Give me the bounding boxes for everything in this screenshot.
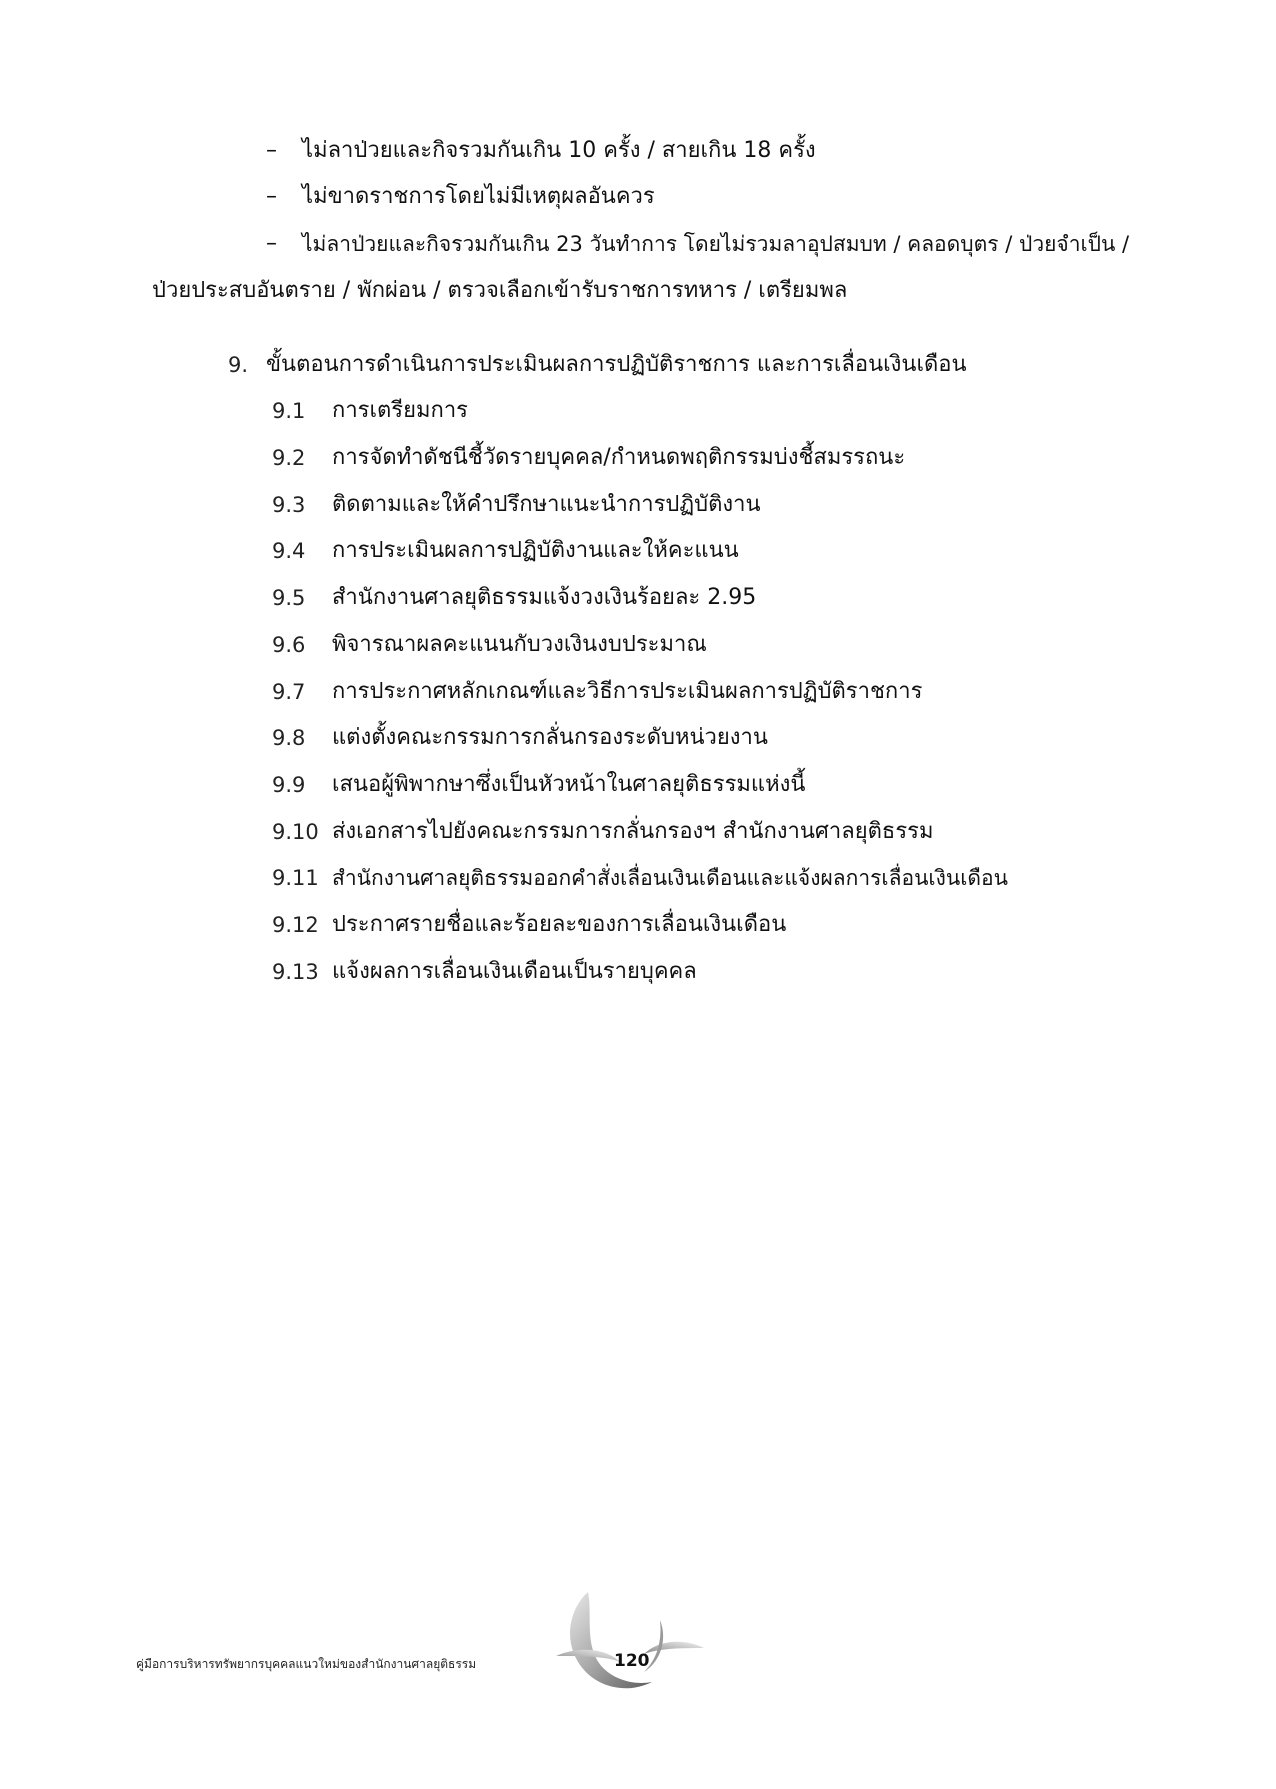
step-text: เสนอผู้พิพากษาซึ่งเป็นหัวหน้าในศาลยุติธรรมแห่งนี้ bbox=[332, 772, 806, 797]
step-number: 9.5 bbox=[272, 586, 306, 610]
step-text: แจ้งผลการเลื่อนเงินเดือนเป็นรายบุคคล bbox=[332, 959, 697, 984]
step-number: 9.12 bbox=[272, 913, 319, 937]
step-text: การเตรียมการ bbox=[332, 398, 468, 423]
step-number: 9.10 bbox=[272, 820, 319, 844]
section-number: 9. bbox=[228, 353, 249, 377]
step-number: 9.2 bbox=[272, 446, 306, 470]
step-number: 9.11 bbox=[272, 866, 319, 890]
bullet-text: ไม่ลาป่วยและกิจรวมกันเกิน 23 วันทำการ โดยไม่รวมลาอุปสมบท / คลอดบุตร / ป่วยจำเป็น / bbox=[302, 232, 1130, 256]
step-text: ติดตามและให้คำปรึกษาแนะนำการปฏิบัติงาน bbox=[332, 492, 761, 517]
section-title: ขั้นตอนการดำเนินการประเมินผลการปฏิบัติราชการ และการเลื่อนเงินเดือน bbox=[266, 352, 967, 377]
step-text: ประกาศรายชื่อและร้อยละของการเลื่อนเงินเดือน bbox=[332, 912, 787, 937]
step-number: 9.6 bbox=[272, 633, 306, 657]
bullet-dash: – bbox=[266, 231, 277, 256]
swirl-logo-icon bbox=[548, 1590, 706, 1700]
page-number: 120 bbox=[614, 1651, 650, 1671]
step-number: 9.4 bbox=[272, 539, 306, 563]
step-number: 9.13 bbox=[272, 960, 319, 984]
step-text: การประเมินผลการปฏิบัติงานและให้คะแนน bbox=[332, 538, 739, 563]
bullet-dash: – bbox=[266, 138, 277, 163]
step-number: 9.8 bbox=[272, 726, 306, 750]
step-text: ส่งเอกสารไปยังคณะกรรมการกลั่นกรองฯ สำนักงานศาลยุติธรรม bbox=[332, 819, 934, 844]
step-text: สำนักงานศาลยุติธรรมแจ้งวงเงินร้อยละ 2.95 bbox=[332, 585, 757, 610]
step-text: การประกาศหลักเกณฑ์และวิธีการประเมินผลการปฏิบัติราชการ bbox=[332, 679, 923, 704]
step-text: แต่งตั้งคณะกรรมการกลั่นกรองระดับหน่วยงาน bbox=[332, 725, 768, 750]
step-text: สำนักงานศาลยุติธรรมออกคำสั่งเลื่อนเงินเดือนและแจ้งผลการเลื่อนเงินเดือน bbox=[332, 866, 1008, 890]
bullet-dash: – bbox=[266, 184, 277, 209]
bullet-continuation: ป่วยประสบอันตราย / พักผ่อน / ตรวจเลือกเข้ารับราชการทหาร / เตรียมพล bbox=[152, 278, 848, 303]
step-number: 9.1 bbox=[272, 399, 306, 423]
bullet-text: ไม่ลาป่วยและกิจรวมกันเกิน 10 ครั้ง / สายเกิน 18 ครั้ง bbox=[302, 138, 816, 163]
footer-title: คู่มือการบริหารทรัพยากรบุคคลแนวใหม่ของสำนักงานศาลยุติธรรม bbox=[136, 1657, 477, 1671]
bullet-text: ไม่ขาดราชการโดยไม่มีเหตุผลอันควร bbox=[302, 184, 655, 209]
step-text: การจัดทำดัชนีชี้วัดรายบุคคล/กำหนดพฤติกรรมบ่งชี้สมรรถนะ bbox=[332, 445, 906, 470]
step-number: 9.7 bbox=[272, 680, 306, 704]
step-text: พิจารณาผลคะแนนกับวงเงินงบประมาณ bbox=[332, 632, 707, 657]
step-number: 9.3 bbox=[272, 493, 306, 517]
step-number: 9.9 bbox=[272, 773, 306, 797]
